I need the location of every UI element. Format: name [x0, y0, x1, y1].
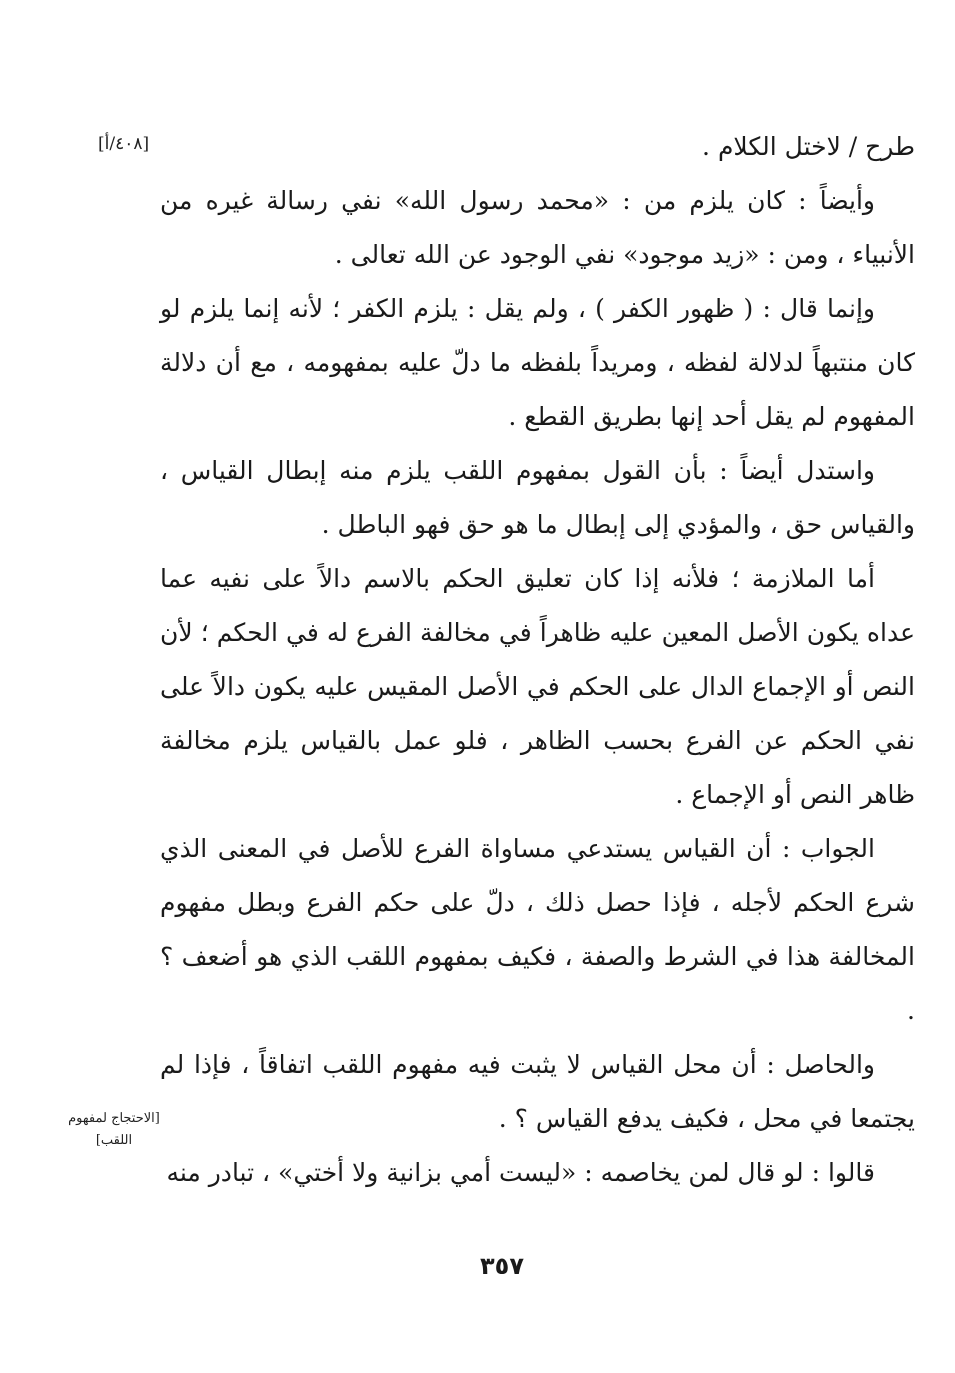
folio-reference: [٤٠٨/أ] — [98, 134, 150, 154]
paragraph-7: والحاصل : أن محل القياس لا يثبت فيه مفهوم اللقب اتفاقاً ، فإذا لم يجتمعا في محل ، فكيف يدفع القياس ؟ . — [160, 1050, 915, 1133]
paragraph-8: قالوا : لو قال لمن يخاصمه : «ليست أمي بزانية ولا أختي» ، تبادر منه — [166, 1158, 875, 1187]
paragraph-3: وإنما قال : ( ظهور الكفر ) ، ولم يقل : يلزم الكفر ؛ لأنه إنما يلزم لو كان منتبهاً لدلالة لفظه ، ومريداً بلفظه ما دلّ عليه بمفهومه ، مع أن دلالة المفهوم لم يقل أحد إنها بطريق القطع . — [160, 294, 915, 431]
paragraph-5: أما الملازمة ؛ فلأنه إذا كان تعليق الحكم بالاسم دالاً على نفيه عما عداه يكون الأصل المعين عليه ظاهراً في مخالفة الفرع له في الحكم ؛ لأن النص أو الإجماع الدال على الحكم في الأصل المقيس عليه يكون دالاً على نفي الحكم عن الفرع بحسب الظاهر ، فلو عمل بالقياس يلزم مخالفة ظاهر النص أو الإجماع . — [160, 564, 915, 809]
main-text — [160, 120, 915, 1200]
page-number: ٣٥٧ — [480, 1252, 524, 1280]
paragraph-2: وأيضاً : كان يلزم من : «محمد رسول الله» نفي رسالة غيره من الأنبياء ، ومن : «زيد موجود» نفي الوجود عن الله تعالى . — [160, 186, 915, 269]
paragraph-4: واستدل أيضاً : بأن القول بمفهوم اللقب يلزم منه إبطال القياس ، والقياس حق ، والمؤدي إلى إبطال ما هو حق فهو الباطل . — [160, 456, 915, 539]
paragraph-1: طرح / لاختل الكلام . — [702, 132, 915, 161]
paragraph-6: الجواب : أن القياس يستدعي مساواة الفرع للأصل في المعنى الذي شرع الحكم لأجله ، فإذا حصل ذلك ، دلّ على حكم الفرع وبطل مفهوم المخالفة هذا في الشرط والصفة ، فكيف بمفهوم اللقب الذي هو أضعف ؟ . — [160, 834, 915, 1025]
margin-note: [الاحتجاج لمفهوم اللقب] — [68, 1111, 160, 1148]
